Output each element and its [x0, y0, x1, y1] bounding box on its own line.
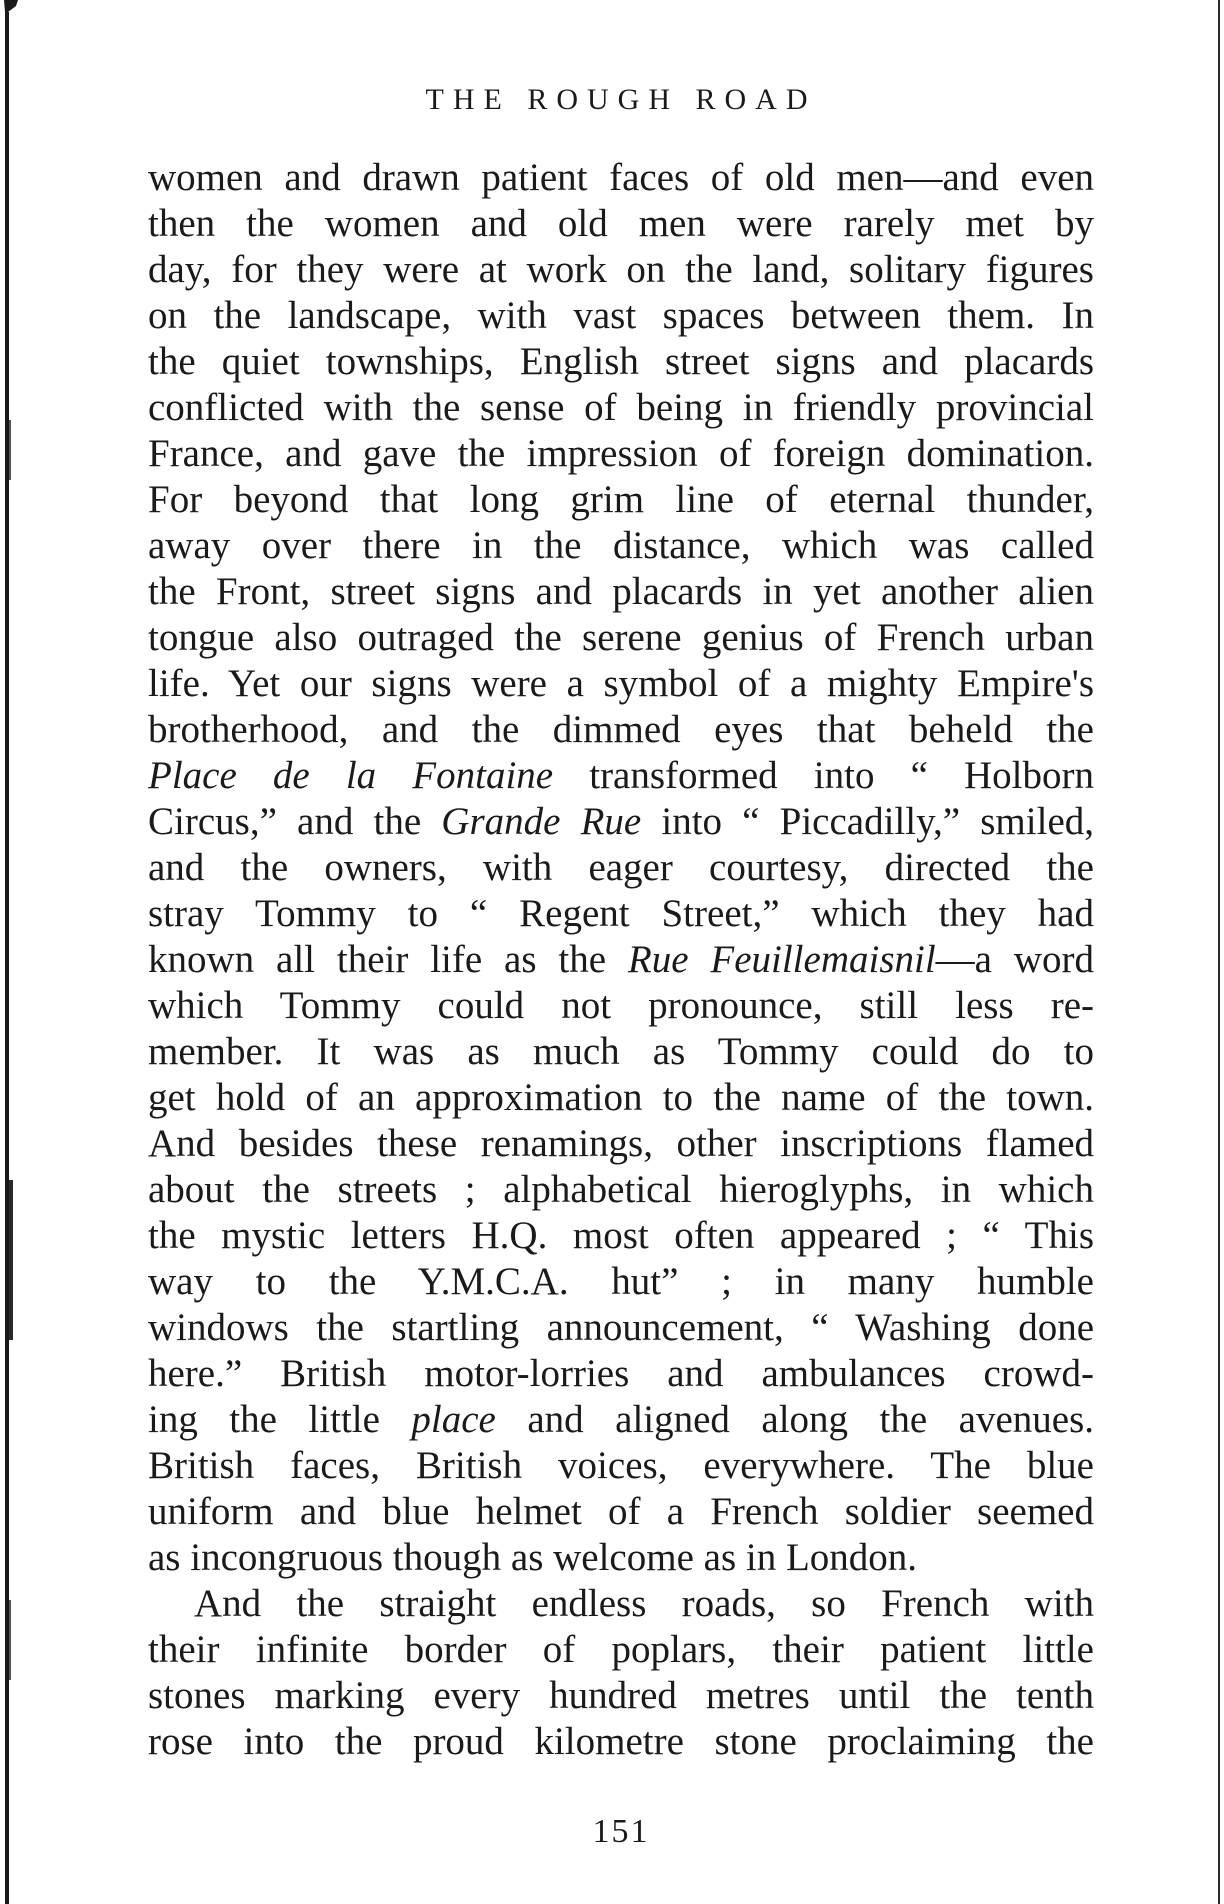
text-line: [148, 615, 1094, 661]
text-line: [148, 1351, 1094, 1397]
text-line: [148, 707, 1094, 753]
text-line: [148, 477, 1094, 523]
text-line: [148, 293, 1094, 339]
text-run: stray Tommy to “ Regent Street,” which they had: [148, 892, 1094, 935]
text-run: their infinite border of poplars, their patient little: [148, 1628, 1094, 1671]
text-run: And the straight endless roads, so French with: [194, 1582, 1094, 1625]
text-run: away over there in the distance, which was called: [148, 524, 1094, 567]
text-line: [148, 1121, 1094, 1167]
text-line: [148, 1259, 1094, 1305]
text-line: [148, 201, 1094, 247]
text-run: brotherhood, and the dimmed eyes that beheld the: [148, 708, 1094, 751]
text-line: [148, 799, 1094, 845]
text-line: [148, 1213, 1094, 1259]
text-run: about the streets ; alphabetical hieroglyphs, in which: [148, 1168, 1094, 1211]
text-run: women and drawn patient faces of old men—and even: [148, 156, 1094, 199]
page-number: 151: [592, 1813, 650, 1850]
italic-phrase: Grande Rue: [441, 800, 642, 843]
text-line: [148, 1673, 1094, 1719]
text-line: [148, 661, 1094, 707]
text-line: [148, 339, 1094, 385]
text-run: and the owners, with eager courtesy, directed the: [148, 846, 1094, 889]
text-run: into “ Piccadilly,” smiled,: [641, 800, 1095, 843]
text-run: day, for they were at work on the land, solitary figures: [148, 248, 1094, 291]
italic-phrase: place: [411, 1398, 496, 1441]
body-text: [148, 155, 1094, 1765]
text-run: the quiet townships, English street signs and placards: [148, 340, 1094, 383]
text-run: tongue also outraged the serene genius of French urban: [148, 616, 1094, 659]
text-run: British faces, British voices, everywhere. The blue: [148, 1444, 1094, 1487]
text-line: [148, 937, 1094, 983]
text-run: stones marking every hundred metres until the tenth: [148, 1674, 1094, 1717]
italic-phrase: Place de la Fontaine: [148, 754, 554, 797]
text-run: For beyond that long grim line of eternal thunder,: [148, 478, 1094, 521]
text-run: rose into the proud kilometre stone proclaiming the: [148, 1720, 1094, 1763]
running-head: THE ROUGH ROAD: [425, 83, 817, 116]
text-run: windows the startling announcement, “ Washing done: [148, 1306, 1094, 1349]
text-run: known all their life as the: [148, 938, 628, 981]
text-run: here.” British motor-lorries and ambulances crowd-: [148, 1352, 1094, 1395]
text-run: conflicted with the sense of being in friendly provincial: [148, 386, 1094, 429]
text-line: [148, 1029, 1094, 1075]
text-line: [148, 1167, 1094, 1213]
text-run: And besides these renamings, other inscriptions flamed: [148, 1122, 1094, 1165]
text-run: and aligned along the avenues.: [495, 1398, 1095, 1441]
text-run: then the women and old men were rarely met by: [148, 202, 1094, 245]
text-run: way to the Y.M.C.A. hut” ; in many humble: [148, 1260, 1094, 1303]
text-line: [148, 891, 1094, 937]
text-run: as incongruous though as welcome as in London.: [148, 1536, 918, 1579]
text-line: [148, 385, 1094, 431]
text-run: —a word: [935, 938, 1094, 981]
text-line: [148, 155, 1094, 201]
text-run: the mystic letters H.Q. most often appeared ; “ This: [148, 1214, 1094, 1257]
text-line: [148, 1305, 1094, 1351]
text-run: on the landscape, with vast spaces between them. In: [148, 294, 1094, 337]
text-line: [148, 1489, 1094, 1535]
text-line: [148, 1443, 1094, 1489]
text-line: [148, 1075, 1094, 1121]
text-line: [148, 1397, 1094, 1443]
text-line: [148, 1719, 1094, 1765]
text-line: [148, 845, 1094, 891]
page-right-edge: [1218, 0, 1220, 1904]
text-run: Circus,” and the: [148, 800, 442, 843]
text-line: [148, 753, 1094, 799]
italic-phrase: Rue Feuillemaisnil: [627, 938, 936, 981]
text-line: [148, 1581, 1094, 1627]
text-run: uniform and blue helmet of a French soldier seemed: [148, 1490, 1094, 1533]
text-run: member. It was as much as Tommy could do to: [148, 1030, 1094, 1073]
page-binding-edge: [2, 0, 20, 1904]
text-run: transformed into “ Holborn: [553, 754, 1094, 797]
text-line: [148, 569, 1094, 615]
text-line: [148, 1627, 1094, 1673]
text-line: [148, 247, 1094, 293]
text-line: [148, 431, 1094, 477]
text-run: ing the little: [148, 1398, 412, 1441]
text-line: [148, 983, 1094, 1029]
text-run: life. Yet our signs were a symbol of a mighty Empire's: [148, 662, 1094, 705]
text-run: get hold of an approximation to the name of the town.: [148, 1076, 1094, 1119]
text-run: which Tommy could not pronounce, still less re-: [148, 984, 1094, 1027]
text-line: [148, 1535, 1094, 1581]
text-run: the Front, street signs and placards in yet another alien: [148, 570, 1094, 613]
text-line: [148, 523, 1094, 569]
text-run: France, and gave the impression of foreign domination.: [148, 432, 1094, 475]
